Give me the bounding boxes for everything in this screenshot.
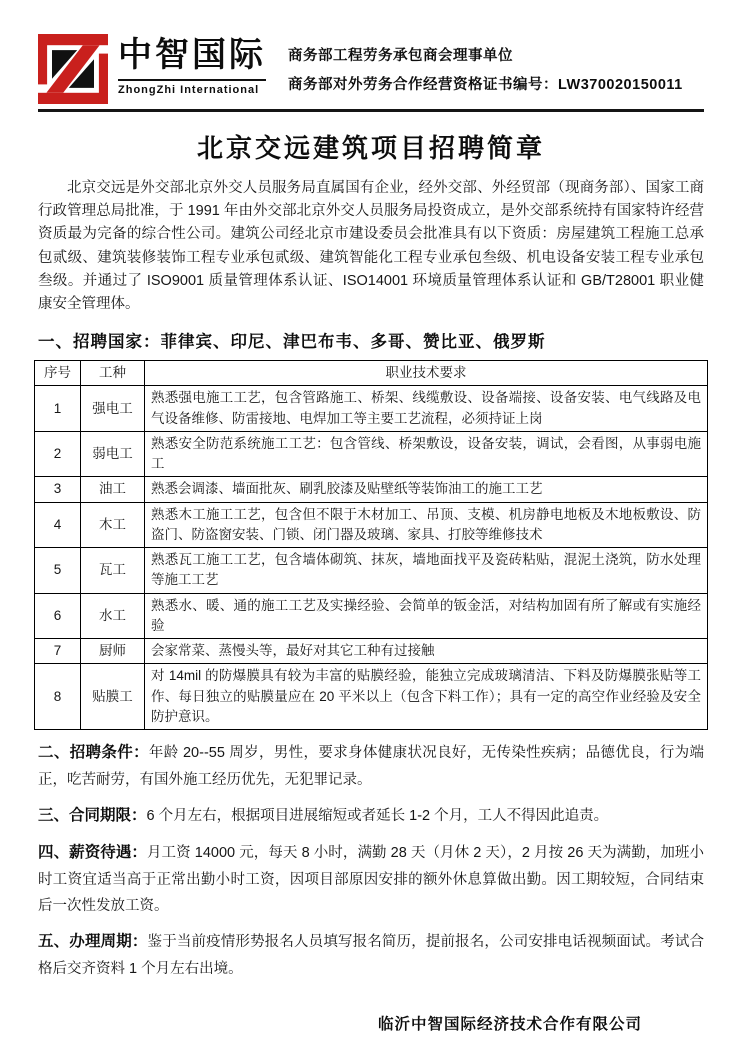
section-processing-period [38,928,704,982]
row-number: 3 [35,477,81,502]
section-text: 鉴于当前疫情形势报名人员填写报名简历，提前报名，公司安排电话视频面试。考试合格后交齐资料 1 个月左右出境。 [38,934,704,977]
section-label: 五、办理周期： [38,933,148,951]
page-title: 北京交远建筑项目招聘简章 [196,133,545,163]
table-header-row [35,361,708,386]
table-row [35,386,708,432]
table-row [35,639,708,664]
section-label: 二、招聘条件： [38,744,149,762]
section-contract-term [38,802,704,830]
row-number: 6 [35,593,81,639]
row-number: 5 [35,548,81,594]
header-job-type: 工种 [81,361,145,386]
table-head [35,361,708,386]
requirements-table [34,360,708,730]
section-heading-countries [38,328,704,352]
table-row [35,593,708,639]
job-requirements: 熟悉安全防范系统施工工艺：包含管线、桥架敷设，设备安装，调试，会看图，从事弱电施工 [145,431,708,477]
header-job-requirements: 职业技术要求 [145,361,708,386]
job-type: 木工 [81,502,145,548]
table-row [35,431,708,477]
credential-line-2: 商务部对外劳务合作经营资格证书编号：LW370020150011 [288,77,683,93]
job-type: 厨师 [81,639,145,664]
job-requirements: 会家常菜、蒸慢头等，最好对其它工种有过接触 [145,639,708,664]
section-salary [38,839,704,919]
intro-paragraph: 北京交远是外交部北京外交人员服务局直属国有企业，经外交部、外经贸部（现商务部）、国家工商行政管理总局批准，于 1991 年由外交部北京外交人员服务局投资成立，是外交部系统持有国家特许经营资质最为完备的综合性公司。建筑公司经北京市建设委员会批准具有以下资质：房屋建筑工程施工总承包贰级、建筑装修装饰工程专业承包贰级、建筑智能化工程专业承包叁级、机电设备安装工程专业承包叁级。并通过了 ISO9001 质量管理体系认证、ISO14001 环境质量管理体系认证和 GB/T28001 职业健康安全管理体。 [38,180,704,312]
letterhead [38,34,704,104]
countries-list: 菲律宾、印尼、津巴布韦、多哥、赞比亚、俄罗斯 [160,333,546,352]
logo-text [118,34,266,96]
table-row [35,477,708,502]
company-logo [38,34,266,104]
logo-name-en: ZhongZhi International [118,79,266,96]
logo-z-icon [38,34,108,104]
row-number: 1 [35,386,81,432]
job-requirements: 熟悉瓦工施工工艺，包含墙体砌筑、抹灰，墙地面找平及瓷砖粘贴，混泥土浇筑，防水处理等施工工艺 [145,548,708,594]
credential-line-1: 商务部工程劳务承包商会理事单位 [288,48,513,64]
table-row [35,502,708,548]
section-text: 6 个月左右，根据项目进展缩短或者延长 1-2 个月，工人不得因此追责。 [146,808,609,825]
header-row-number: 序号 [35,361,81,386]
logo-name-zh: 中智国际 [118,36,266,74]
table-row [35,664,708,730]
countries-label: 一、招聘国家： [38,333,161,352]
section-recruit-conditions [38,739,704,793]
section-text: 月工资 14000 元，每天 8 小时，满勤 28 天（月休 2 天），2 月按 26 天为满勤，加班小时工资宜适当高于正常出勤小时工资，因项目部原因安排的额外休息算做出勤。因工期较短，合同结束后一次性发放工资。 [38,845,704,914]
job-type: 瓦工 [81,548,145,594]
job-type: 强电工 [81,386,145,432]
job-type: 弱电工 [81,431,145,477]
credentials-block [288,42,683,100]
job-requirements: 熟悉会调漆、墙面批灰、刷乳胶漆及贴壁纸等装饰油工的施工工艺 [145,477,708,502]
row-number: 2 [35,431,81,477]
job-requirements: 对 14mil 的防爆膜具有较为丰富的贴膜经验，能独立完成玻璃清洁、下料及防爆膜张贴等工作、每日独立的贴膜量应在 20 平米以上（包含下料工作）；具有一定的高空作业经验及安全防护意识。 [145,664,708,730]
job-type: 贴膜工 [81,664,145,730]
table-row [35,548,708,594]
job-requirements: 熟悉水、暖、通的施工工艺及实操经验、会简单的钣金活，对结构加固有所了解或有实施经验 [145,593,708,639]
section-label: 三、合同期限： [38,807,147,825]
row-number: 4 [35,502,81,548]
job-requirements: 熟悉木工施工工艺，包含但不限于木材加工、吊顶、支模、机房静电地板及木地板敷设、防盗门、防盗窗安装、门锁、闭门器及玻璃、家具、打胶等维修技术 [145,502,708,548]
section-text: 年龄 20--55 周岁，男性，要求身体健康状况良好，无传染性疾病；品德优良，行为端正，吃苦耐劳，有国外施工经历优先，无犯罪记录。 [38,745,704,789]
signature-company-name: 临沂中智国际经济技术合作有限公司 [377,1016,642,1034]
job-requirements: 熟悉强电施工工艺，包含管路施工、桥架、线缆敷设、设备端接、设备安装、电气线路及电气设备维修、防雷接地、电焊加工等主要工艺流程，必须持证上岗 [145,386,708,432]
requirements-table-body [35,386,708,730]
section-label: 四、薪资待遇： [38,844,147,861]
row-number: 7 [35,639,81,664]
job-type: 水工 [81,593,145,639]
job-type: 油工 [81,477,145,502]
header-divider [38,109,704,112]
row-number: 8 [35,664,81,730]
